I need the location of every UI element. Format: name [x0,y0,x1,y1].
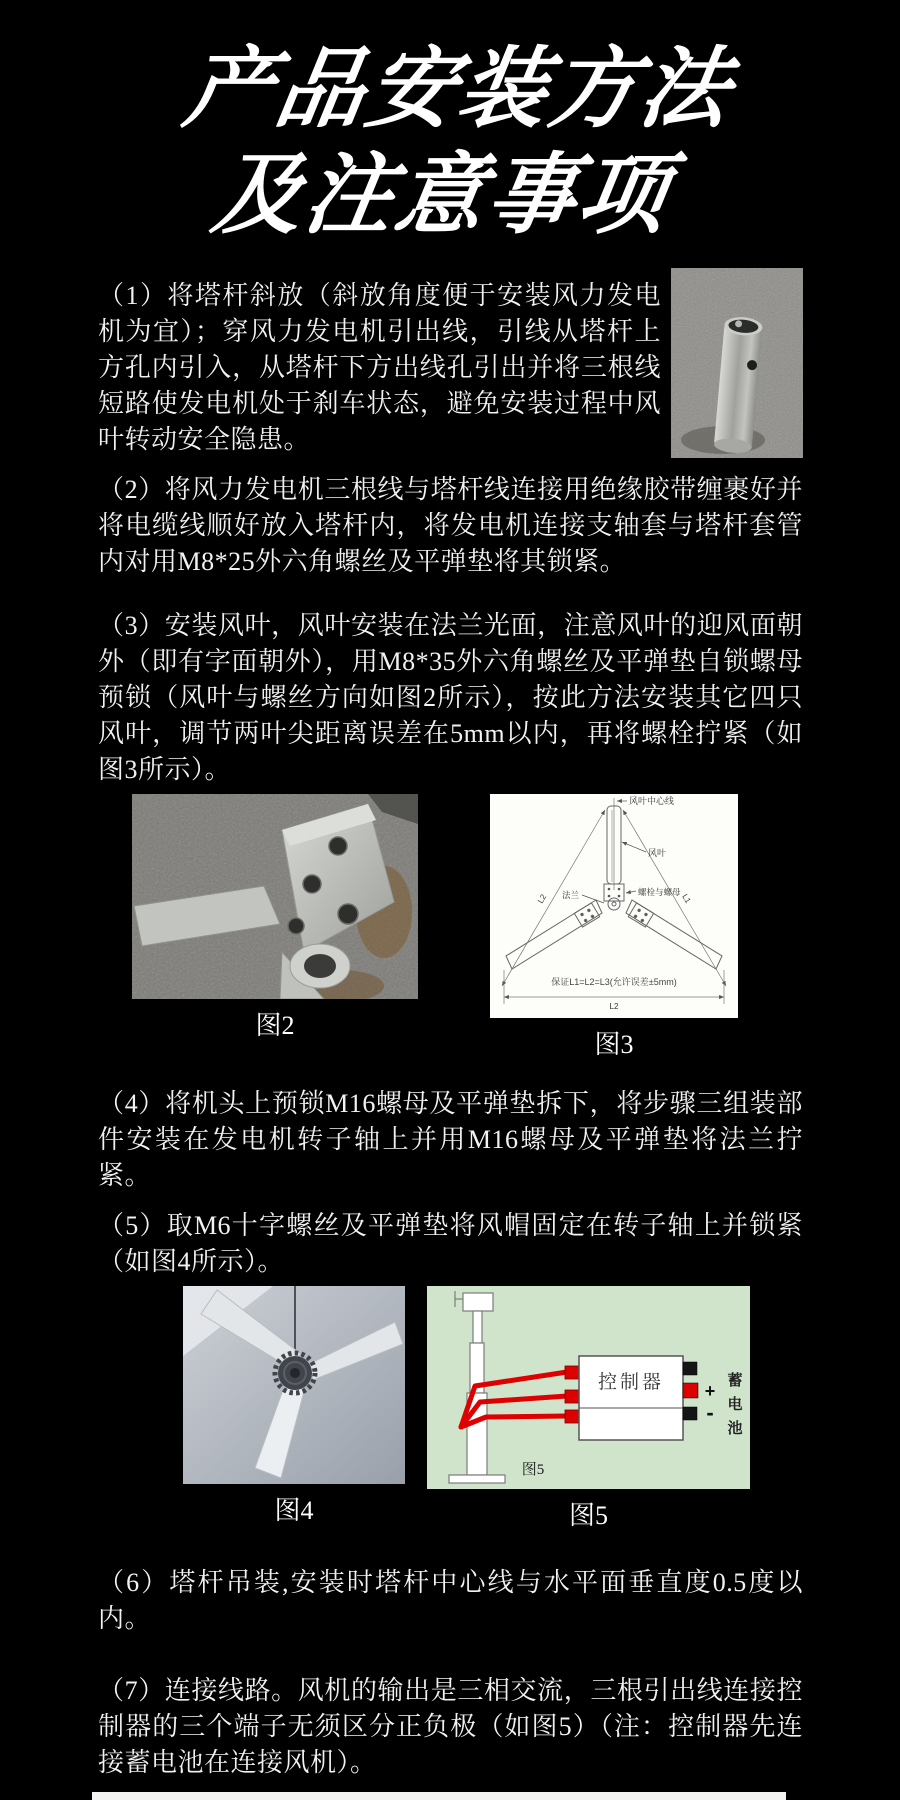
fig3-label-flange: 法兰 [562,890,580,900]
step-4-text: （4）将机头上预锁M16螺母及平弹垫拆下，将步骤三组装部件安装在发电机转子轴上并用M16螺母及平弹垫将法兰拧紧。 [98,1089,803,1190]
step-6-text: （6）塔杆吊装,安装时塔杆中心线与水平面垂直度0.5度以内。 [98,1568,803,1633]
controller-output-terminals [683,1362,698,1420]
fig3-label-center-line: 风叶中心线 [629,796,675,806]
title-line-1: 产品安装方法 [178,39,740,138]
step-2-text: （2）将风力发电机三根线与塔杆线连接用绝缘胶带缠裹好并将电缆线顺好放入塔杆内，将发电机连接支轴套与塔杆套管内对用M8*25外六角螺丝及平弹垫将其锁紧。 [98,475,803,576]
wiring-diagram [427,1286,750,1489]
figure-4 [183,1286,405,1526]
figure-row-1 [98,794,803,1060]
step-5-text: （5）取M6十字螺丝及平弹垫将风帽固定在转子轴上并锁紧（如图4所示）。 [98,1211,803,1276]
controller-label: 控制器 [597,1372,665,1393]
fig3-dim-bottom: L2 [609,1002,619,1011]
fig3-dim-right: L1 [680,892,693,905]
figure-5 [427,1286,750,1531]
fig5-inner-caption: 图5 [521,1462,545,1478]
fig3-dim-left: L2 [535,892,549,905]
fig3-label-blade: 风叶 [648,848,667,858]
minus-label: - [706,1400,714,1425]
figure-2-caption: 图2 [255,1011,295,1040]
figure-4-caption: 图4 [274,1496,314,1525]
tower-pole-photo-image [671,268,803,458]
blade-hub-photo-image [132,794,418,999]
bottom-page-edge [92,1792,786,1800]
step-3-text: （3）安装风叶，风叶安装在法兰光面，注意风叶的迎风面朝外（即有字面朝外），用M8*35外六角螺丝及平弹垫自锁螺母预锁（风叶与螺丝方向如图2所示），按此方法安装其它四只风叶，调节两叶尖距离误差在5mm以内，再将螺栓拧紧（如图3所示）。 [98,611,803,784]
controller-box [579,1356,683,1440]
plus-label: + [704,1381,716,1401]
battery-char-2: 电 [727,1397,743,1413]
battery-char-3: 池 [727,1421,743,1437]
figure-5-caption: 图5 [568,1501,608,1530]
rotor-render [183,1286,405,1484]
tower-pole-photo [671,268,803,458]
step-7-text: （7）连接线路。风机的输出是三相交流，三根引出线连接控制器的三个端子无须区分正负极（如图5）（注：控制器先连接蓄电池在连接风机）。 [98,1676,803,1777]
page-title [81,36,820,248]
figure-row-2 [98,1286,803,1531]
poster-content [0,36,900,1781]
controller-input-terminals [565,1366,579,1423]
blade-assembly-diagram [490,794,738,1018]
fig3-label-bolt-nut: 螺栓与螺母 [638,887,681,897]
title-line-2: 及注意事项 [206,145,678,244]
step-1-section [98,278,803,458]
figure-3-caption: 图3 [594,1030,634,1059]
battery-char-1: 蓄 [727,1373,743,1389]
figure-3 [490,794,738,1060]
rotor-render-image [183,1286,405,1484]
blade-assembly-diagram-image [490,794,738,1018]
blade-hub-photo [132,794,418,999]
step-1-text: （1）将塔杆斜放（斜放角度便于安装风力发电机为宜）；穿风力发电机引出线，引线从塔杆上方孔内引入，从塔杆下方出线孔引出并将三根线短路使发电机处于刹车状态，避免安装过程中风叶转动安全隐患。 [98,281,661,454]
wiring-diagram-image [427,1286,750,1489]
fig3-note: 保证L1=L2=L3(允许误差±5mm) [551,977,677,987]
figure-2 [132,794,418,1041]
battery-label [727,1372,742,1437]
